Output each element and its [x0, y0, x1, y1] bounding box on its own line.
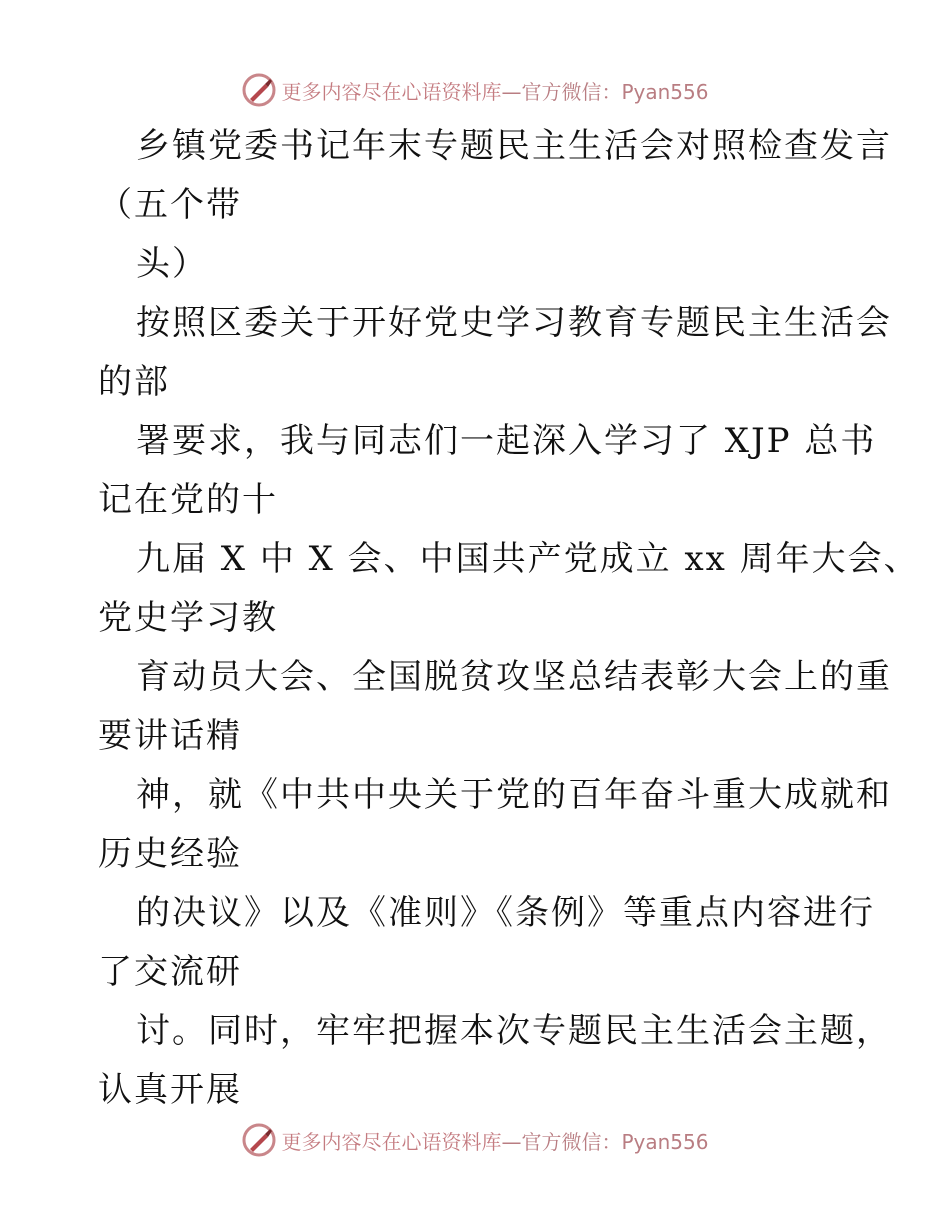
- text-line: 认真开展: [98, 1070, 242, 1110]
- text-line: 了交流研: [98, 952, 242, 992]
- text-line: 讨。同时，牢牢把握本次专题民主生活会主题，: [136, 1011, 892, 1051]
- banner-wechat-text: —官方微信：Pyan556: [501, 79, 709, 104]
- banner-main-text: 更多内容尽在心语资料库: [281, 79, 502, 104]
- banner-wechat-text: —官方微信：Pyan556: [501, 1129, 709, 1154]
- pen-logo-icon: [241, 1122, 277, 1158]
- text-line: 育动员大会、全国脱贫攻坚总结表彰大会上的重: [136, 657, 892, 697]
- text-line: 神，就《中共中央关于党的百年奋斗重大成就和: [136, 775, 892, 815]
- text-line: （五个带: [98, 185, 242, 225]
- text-line: 头）: [136, 244, 208, 284]
- text-line: 党史学习教: [98, 598, 278, 638]
- document-body: [98, 117, 920, 1120]
- text-line: 按照区委关于开好党史学习教育专题民主生活会: [136, 303, 892, 343]
- text-line: 九届 X 中 X 会、中国共产党成立 xx 周年大会、: [136, 539, 920, 579]
- text-line: 的部: [98, 362, 170, 402]
- text-line: 历史经验: [98, 834, 242, 874]
- header-banner: [0, 70, 950, 110]
- document-title-line: 乡镇党委书记年末专题民主生活会对照检查发言: [136, 126, 892, 166]
- footer-banner: [0, 1120, 950, 1160]
- banner-main-text: 更多内容尽在心语资料库: [281, 1129, 502, 1154]
- text-line: 记在党的十: [98, 480, 278, 520]
- text-line: 署要求，我与同志们一起深入学习了 XJP 总书: [136, 421, 877, 461]
- text-line: 的决议》以及《准则》《条例》等重点内容进行: [136, 893, 875, 933]
- pen-logo-icon: [241, 72, 277, 108]
- text-line: 要讲话精: [98, 716, 242, 756]
